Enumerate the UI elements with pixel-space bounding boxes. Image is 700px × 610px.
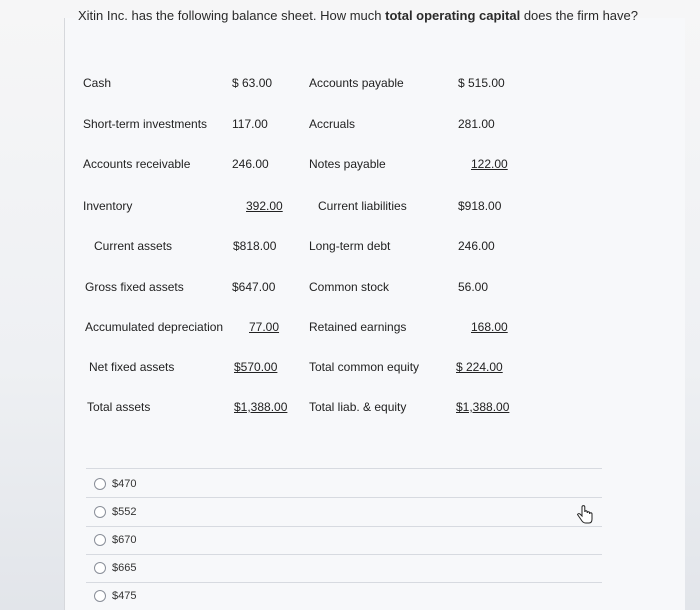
choice-option[interactable] — [94, 562, 136, 574]
value-accounts-payable: $ 515.00 — [458, 76, 505, 90]
choice-label: $665 — [112, 562, 137, 574]
divider — [86, 554, 602, 555]
choice-label: $670 — [112, 534, 137, 546]
label-accruals: Accruals — [309, 117, 356, 131]
value-total-common-equity: $ 224.00 — [456, 360, 503, 374]
label-inventory: Inventory — [83, 199, 133, 213]
divider — [86, 497, 602, 498]
divider — [86, 526, 602, 527]
value-retained-earnings: 168.00 — [471, 320, 508, 334]
choice-option[interactable] — [94, 506, 136, 518]
value-total-assets: $1,388.00 — [234, 400, 288, 414]
value-common-stock: 56.00 — [458, 280, 489, 294]
value-long-term-debt: 246.00 — [458, 239, 495, 253]
choice-option[interactable] — [94, 534, 136, 546]
radio-button[interactable] — [94, 478, 106, 490]
value-inventory: 392.00 — [246, 199, 283, 213]
label-notes-payable: Notes payable — [309, 157, 386, 171]
question-suffix: does the firm have? — [520, 8, 638, 23]
label-common-stock: Common stock — [309, 280, 390, 294]
label-short-term-investments: Short-term investments — [83, 117, 208, 131]
label-accounts-payable: Accounts payable — [309, 76, 404, 90]
choice-option[interactable] — [94, 590, 136, 602]
label-cash: Cash — [83, 76, 112, 90]
value-current-assets: $818.00 — [233, 239, 277, 253]
value-accounts-receivable: 246.00 — [232, 157, 269, 171]
label-long-term-debt: Long-term debt — [309, 239, 391, 253]
label-net-fixed-assets: Net fixed assets — [89, 360, 175, 374]
value-accumulated-depreciation: 77.00 — [249, 320, 280, 334]
label-total-liab-equity: Total liab. & equity — [309, 400, 407, 414]
radio-button[interactable] — [94, 534, 106, 546]
radio-button[interactable] — [94, 590, 106, 602]
label-total-assets: Total assets — [87, 400, 151, 414]
label-current-assets: Current assets — [94, 239, 173, 253]
radio-button[interactable] — [94, 562, 106, 574]
choice-label: $470 — [112, 478, 137, 490]
question-bold: total operating capital — [385, 8, 521, 23]
label-accounts-receivable: Accounts receivable — [83, 157, 191, 171]
question-text — [78, 8, 678, 23]
value-notes-payable: 122.00 — [471, 157, 508, 171]
label-gross-fixed-assets: Gross fixed assets — [85, 280, 184, 294]
label-total-common-equity: Total common equity — [309, 360, 420, 374]
value-gross-fixed-assets: $647.00 — [232, 280, 276, 294]
label-current-liabilities: Current liabilities — [318, 199, 407, 213]
label-retained-earnings: Retained earnings — [309, 320, 407, 334]
value-accruals: 281.00 — [458, 117, 495, 131]
hand-cursor-icon — [576, 505, 594, 525]
label-accumulated-depreciation: Accumulated depreciation — [85, 320, 224, 334]
value-cash: $ 63.00 — [232, 76, 273, 90]
choice-label: $552 — [112, 506, 137, 518]
choice-label: $475 — [112, 590, 137, 602]
value-total-liab-equity: $1,388.00 — [456, 400, 510, 414]
value-net-fixed-assets: $570.00 — [234, 360, 278, 374]
choice-option[interactable] — [94, 478, 136, 490]
question-prefix: Xitin Inc. has the following balance sheet. How much — [78, 8, 386, 23]
radio-button[interactable] — [94, 506, 106, 518]
value-current-liabilities: $918.00 — [458, 199, 502, 213]
divider — [86, 468, 602, 469]
value-short-term-investments: 117.00 — [232, 117, 268, 131]
divider — [86, 582, 602, 583]
